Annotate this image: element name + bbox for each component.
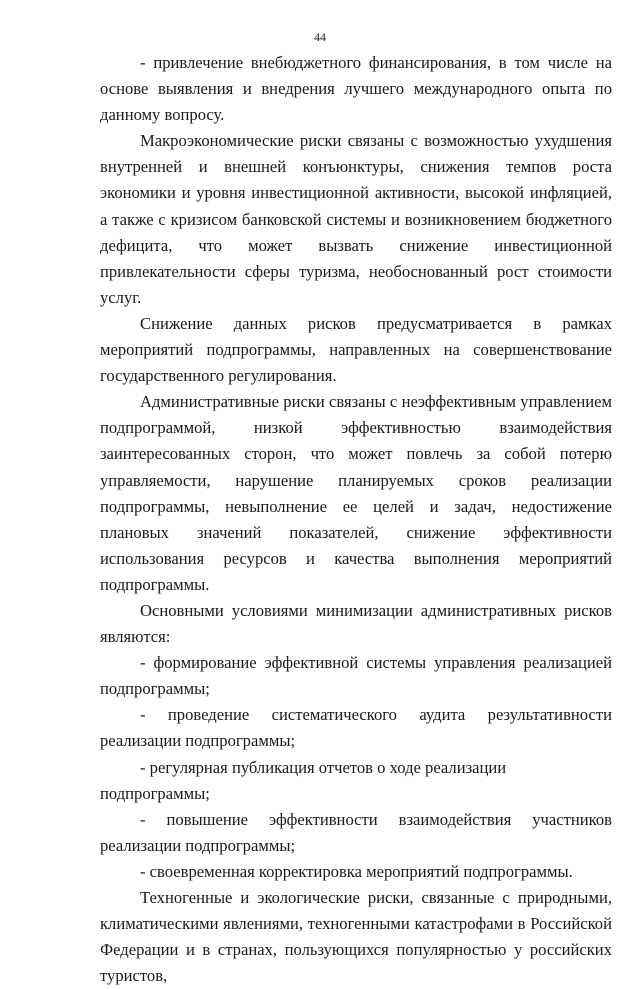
list-item-adjustment: - своевременная корректировка мероприятий подпрограммы.	[140, 861, 573, 881]
list-item-interaction: - повышение эффективности взаимодействия участников реализации подпрограммы;	[100, 809, 612, 855]
paragraph-extrabudgetary-financing: - привлечение внебюджетного финансирования, в том числе на основе выявления и внедрения лучшего международного опыта по данному вопросу.	[100, 53, 612, 125]
paragraph-technogenic-risks: Техногенные и экологические риски, связанные с природными, климатическими явлениями, техногенными катастрофами в Российской Федерации и в странах, пользующихся популярностью у российских туристов,	[100, 888, 612, 986]
list-item-management-system: - формирование эффективной системы управления реализацией подпрограммы;	[100, 653, 612, 699]
paragraph-minimization-conditions: Основными условиями минимизации административных рисков являются:	[100, 600, 612, 647]
document-body	[100, 50, 612, 989]
page-number: 44	[314, 30, 326, 44]
paragraph-macroeconomic-risks: Макроэкономические риски связаны с возможностью ухудшения внутренней и внешней конъюнктуры, снижения темпов роста экономики и уровня инвестиционной активности, высокой инфляцией, а также с кризисом банковской системы и возникновением бюджетного дефицита, что может вызвать снижение инвестиционной привлекательности сферы туризма, необоснованный рост стоимости услуг.	[100, 131, 612, 307]
list-item-audit: - проведение систематического аудита результативности реализации подпрограммы;	[100, 705, 612, 751]
paragraph-administrative-risks: Административные риски связаны с неэффективным управлением подпрограммой, низкой эффективностью взаимодействия заинтересованных сторон, что может повлечь за собой потерю управляемости, нарушение планируемых сроков реализации подпрограммы, невыполнение ее целей и задач, недостижение плановых значений показателей, снижение эффективности использования ресурсов и качества выполнения мероприятий подпрограммы.	[100, 392, 612, 594]
paragraph-risk-reduction: Снижение данных рисков предусматривается в рамках мероприятий подпрограммы, направленных на совершенствование государственного регулирования.	[100, 313, 612, 386]
list-item-reports: - регулярная публикация отчетов о ходе реализации подпрограммы;	[100, 757, 507, 803]
